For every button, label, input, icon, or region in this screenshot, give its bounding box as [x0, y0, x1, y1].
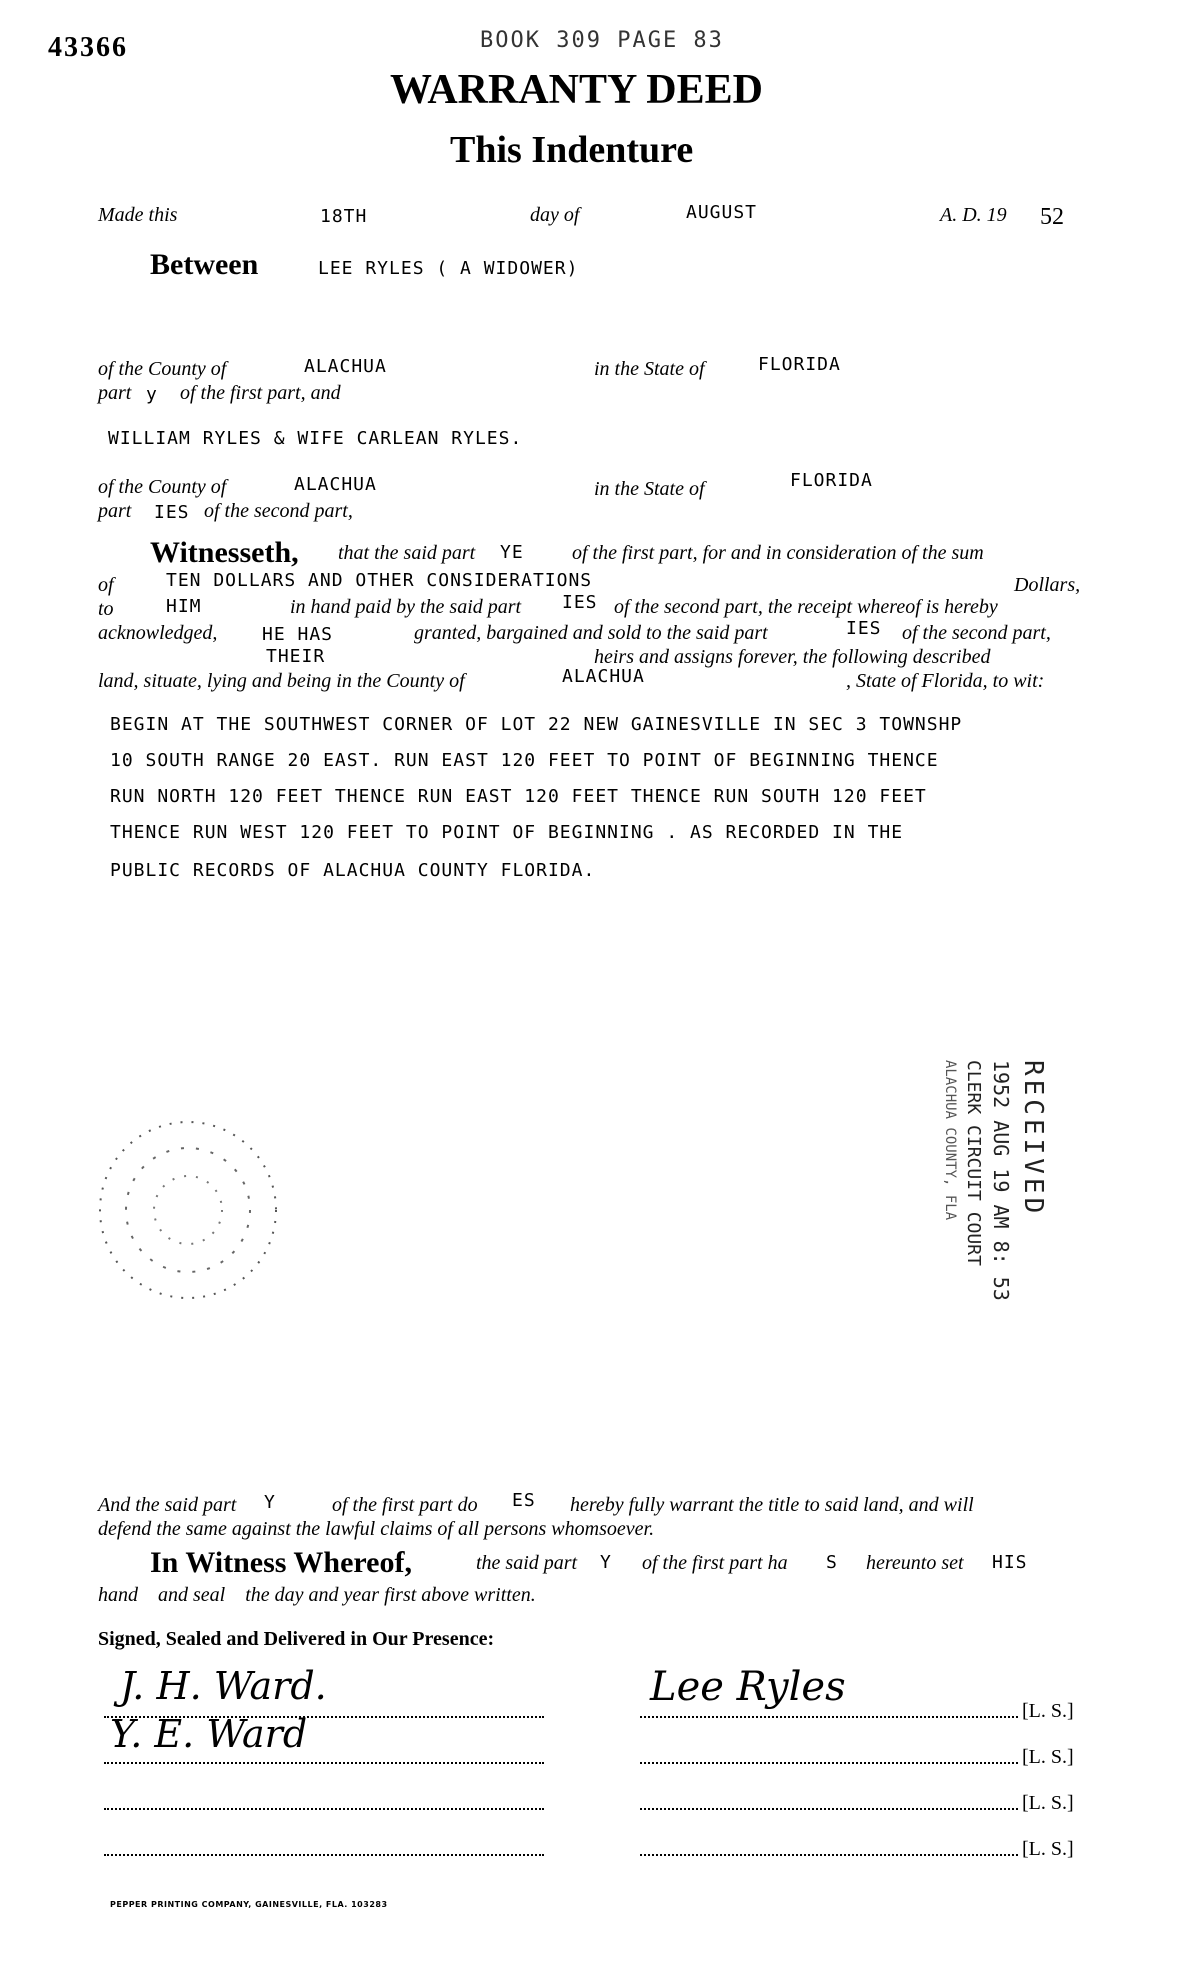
book-page-stamp: BOOK 309 PAGE 83 [480, 28, 724, 53]
grantee-names: WILLIAM RYLES & WIFE CARLEAN RYLES. [108, 428, 523, 449]
made-day: 18TH [320, 206, 368, 227]
witnesseth-line4-fill1: HE HAS [262, 624, 334, 645]
seal-mark-1: [L. S.] [1022, 1700, 1074, 1722]
grantor-line-3 [640, 1808, 1018, 1810]
witnesseth-line3-fill2: IES [562, 592, 598, 613]
in-witness-b: of the first part ha [642, 1552, 788, 1574]
in-witness-fill3: HIS [992, 1552, 1028, 1573]
made-year: 52 [1040, 204, 1064, 230]
second-party-text: of the second part, [204, 500, 353, 522]
grantor-name: LEE RYLES ( A WIDOWER) [318, 258, 579, 279]
presence-label: Signed, Sealed and Delivered in Our Presence: [98, 1628, 495, 1650]
first-county: ALACHUA [304, 356, 387, 377]
witnesseth-line4c: of the second part, [902, 622, 1051, 644]
day-of-label: day of [530, 204, 580, 226]
seal-mark-3: [L. S.] [1022, 1792, 1074, 1814]
in-witness-line2: hand and seal the day and year first above written. [98, 1584, 536, 1606]
seal-mark-4: [L. S.] [1022, 1838, 1074, 1860]
legal-line: RUN NORTH 120 FEET THENCE RUN EAST 120 FEET THENCE RUN SOUTH 120 FEET [110, 786, 927, 807]
first-party-suffix: y [146, 384, 158, 405]
grantor-signature: Lee Ryles [650, 1664, 846, 1710]
witnesseth-line2b: Dollars, [1014, 574, 1081, 596]
second-county: ALACHUA [294, 474, 377, 495]
consideration-amount: TEN DOLLARS AND OTHER CONSIDERATIONS [166, 570, 593, 591]
first-state: FLORIDA [758, 354, 841, 375]
in-witness-fill1: Y [600, 1552, 612, 1573]
printer-footer: PEPPER PRINTING COMPANY, GAINESVILLE, FLA. 103283 [110, 1900, 388, 1909]
witness-line-2 [104, 1762, 544, 1764]
first-party-prefix: part [98, 382, 132, 404]
in-witness-a: the said part [476, 1552, 578, 1574]
in-witness-label: In Witness Whereof, [150, 1546, 412, 1579]
received-stamp-county: ALACHUA COUNTY, FLA [942, 1060, 958, 1221]
grantor-line-4 [640, 1854, 1018, 1856]
made-this-label: Made this [98, 204, 178, 226]
witnesseth-line4a: acknowledged, [98, 622, 218, 644]
witnesseth-line1b: of the first part, for and in consideration of the sum [572, 542, 984, 564]
warranty-line1c: hereby fully warrant the title to said land, and will [570, 1494, 974, 1516]
warranty-line1b: of the first part do [332, 1494, 478, 1516]
first-party-text: of the first part, and [180, 382, 341, 404]
second-state: FLORIDA [790, 470, 873, 491]
notary-seal [78, 1110, 298, 1310]
warranty-fill2: ES [512, 1490, 536, 1511]
witnesseth-line4-fill2: IES [846, 618, 882, 639]
grantor-line-2 [640, 1762, 1018, 1764]
first-state-label: in the State of [594, 358, 705, 380]
legal-line: THENCE RUN WEST 120 FEET TO POINT OF BEGINNING . AS RECORDED IN THE [110, 822, 904, 843]
received-stamp-title: RECEIVED [1018, 1060, 1048, 1218]
warranty-line2: defend the same against the lawful claims of all persons whomsoever. [98, 1518, 655, 1540]
witnesseth-line1-fill: YE [500, 542, 524, 563]
warranty-fill1: Y [264, 1492, 276, 1513]
made-month: AUGUST [686, 202, 758, 223]
witnesseth-line4b: granted, bargained and sold to the said part [414, 622, 768, 644]
in-witness-c: hereunto set [866, 1552, 964, 1574]
witnesseth-line1a: that the said part [338, 542, 476, 564]
legal-line: 10 SOUTH RANGE 20 EAST. RUN EAST 120 FEET TO POINT OF BEGINNING THENCE [110, 750, 939, 771]
in-witness-fill2: S [826, 1552, 838, 1573]
second-county-label: of the County of [98, 476, 227, 498]
witnesseth-line6b: , State of Florida, to wit: [846, 670, 1045, 692]
first-county-label: of the County of [98, 358, 227, 380]
witnesseth-line3b: in hand paid by the said part [290, 596, 522, 618]
between-label: Between [150, 248, 259, 281]
grantor-line-1 [640, 1716, 1018, 1718]
document-number: 43366 [48, 32, 128, 63]
second-party-prefix: part [98, 500, 132, 522]
land-county: ALACHUA [562, 666, 645, 687]
witness-line-1 [104, 1716, 544, 1718]
witnesseth-line5b: heirs and assigns forever, the following described [594, 646, 991, 668]
witness-line-3 [104, 1808, 544, 1810]
witnesseth-line3a: to [98, 598, 114, 620]
witnesseth-line6a: land, situate, lying and being in the County of [98, 670, 465, 692]
seal-mark-2: [L. S.] [1022, 1746, 1074, 1768]
legal-line: BEGIN AT THE SOUTHWEST CORNER OF LOT 22 NEW GAINESVILLE IN SEC 3 TOWNSHP [110, 714, 963, 735]
received-stamp-date: 1952 AUG 19 AM 8: 53 [989, 1060, 1013, 1301]
witnesseth-line3-fill1: HIM [166, 596, 202, 617]
second-state-label: in the State of [594, 478, 705, 500]
received-stamp-clerk: CLERK CIRCUIT COURT [963, 1060, 984, 1266]
witnesseth-line2a: of [98, 574, 114, 596]
witness-line-4 [104, 1854, 544, 1856]
page-subtitle: This Indenture [450, 129, 694, 171]
witnesseth-label: Witnesseth, [150, 536, 299, 569]
second-party-suffix: IES [154, 502, 190, 523]
page-title: WARRANTY DEED [390, 67, 763, 113]
witnesseth-line3c: of the second part, the receipt whereof is hereby [614, 596, 998, 618]
warranty-line1a: And the said part [98, 1494, 237, 1516]
received-stamp [900, 1060, 1100, 1300]
witness-signature-2: Y. E. Ward [110, 1712, 308, 1756]
legal-line: PUBLIC RECORDS OF ALACHUA COUNTY FLORIDA. [110, 860, 596, 881]
ad-label: A. D. 19 [940, 204, 1007, 226]
witnesseth-line5-fill: THEIR [266, 646, 326, 667]
witness-signature-1: J. H. Ward. [120, 1664, 327, 1708]
